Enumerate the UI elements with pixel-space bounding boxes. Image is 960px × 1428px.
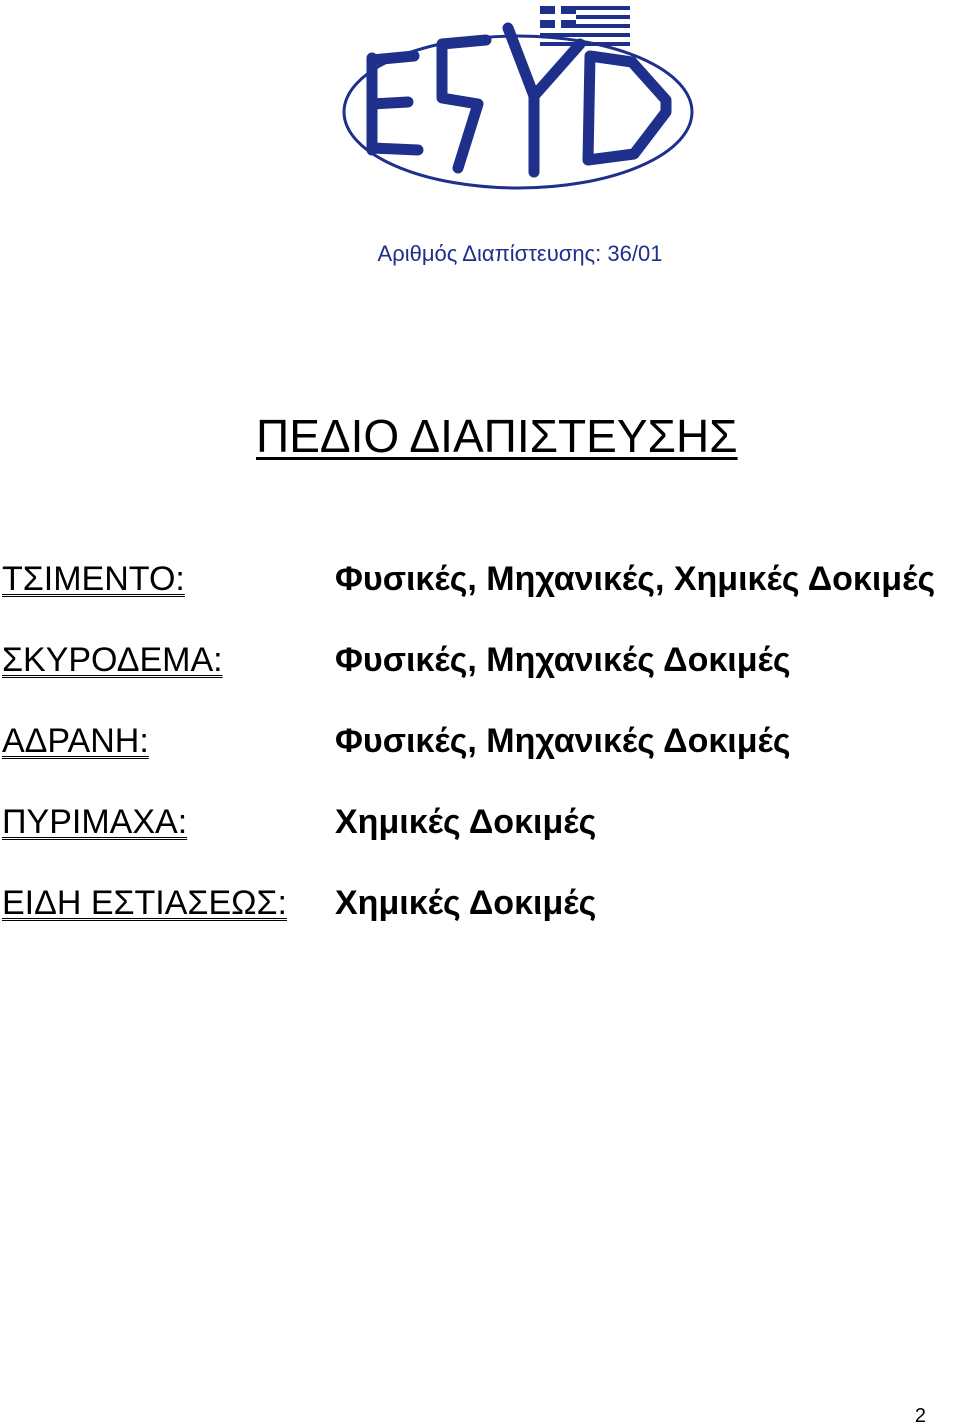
scope-title: ΠΕΔΙΟ ΔΙΑΠΙΣΤΕΥΣΗΣ bbox=[256, 410, 738, 462]
scope-row-value: Φυσικές, Μηχανικές Δοκιμές bbox=[335, 641, 791, 679]
accreditation-number bbox=[0, 241, 960, 267]
accreditation-number-text: Αριθμός Διαπίστευσης: 36/01 bbox=[377, 241, 663, 266]
scope-row-label: ΣΚΥΡΟΔΕΜΑ: bbox=[2, 641, 223, 679]
scope-row-concrete bbox=[0, 637, 960, 687]
scope-row-label: ΕΙΔΗ ΕΣΤΙΑΣΕΩΣ: bbox=[2, 884, 287, 922]
scope-row-value: Χημικές Δοκιμές bbox=[335, 884, 597, 922]
scope-row-value: Χημικές Δοκιμές bbox=[335, 803, 597, 841]
scope-row-refractories bbox=[0, 799, 960, 849]
scope-row-value: Φυσικές, Μηχανικές, Χημικές Δοκιμές bbox=[335, 560, 936, 598]
greek-flag-icon bbox=[540, 6, 630, 46]
esyd-logo bbox=[338, 0, 698, 195]
scope-row-cement bbox=[0, 556, 960, 606]
esyd-logo-graphic bbox=[338, 0, 698, 195]
scope-row-label: ΠΥΡΙΜΑΧΑ: bbox=[2, 803, 188, 841]
scope-row-catering-items bbox=[0, 880, 960, 930]
page-number: 2 bbox=[914, 1405, 926, 1427]
scope-row-value: Φυσικές, Μηχανικές Δοκιμές bbox=[335, 722, 791, 760]
scope-row-label: ΤΣΙΜΕΝΤΟ: bbox=[2, 560, 185, 598]
scope-row-label: ΑΔΡΑΝΗ: bbox=[2, 722, 149, 760]
scope-row-aggregates bbox=[0, 718, 960, 768]
